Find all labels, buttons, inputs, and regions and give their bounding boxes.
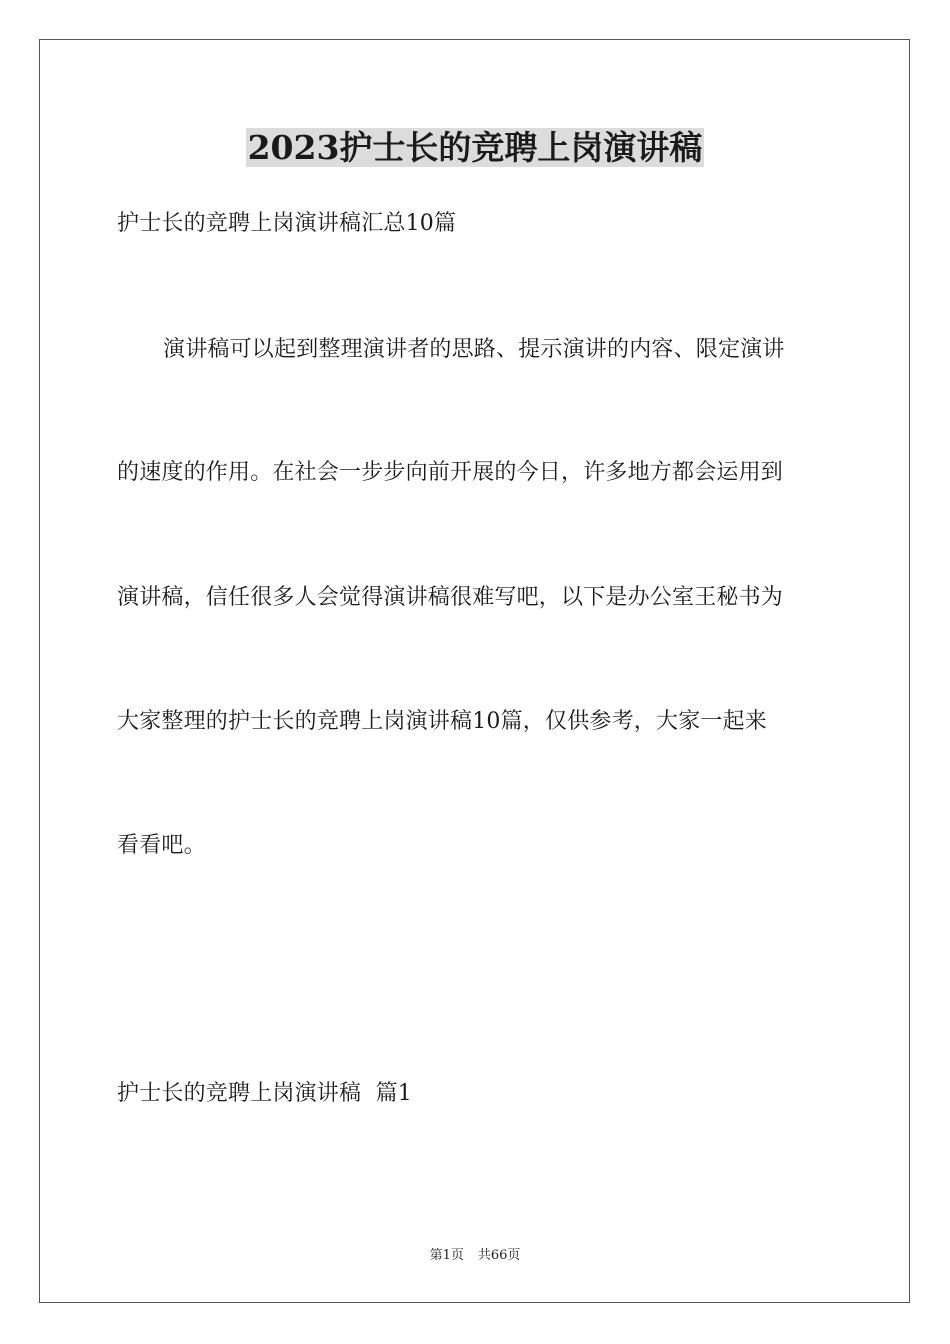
document-title-text: 2023护士长的竞聘上岗演讲稿 (247, 128, 703, 167)
paragraph-line-4: 大家整理的护士长的竞聘上岗演讲稿10篇，仅供参考，大家一起来 (117, 709, 767, 734)
document-subtitle: 护士长的竞聘上岗演讲稿汇总10篇 (117, 211, 457, 236)
document-title (0, 126, 950, 170)
paragraph-line-1: 演讲稿可以起到整理演讲者的思路、提示演讲的内容、限定演讲 (163, 337, 785, 362)
paragraph-line-2: 的速度的作用。在社会一步步向前开展的今日，许多地方都会运用到 (117, 460, 784, 485)
paragraph-line-3: 演讲稿，信任很多人会觉得演讲稿很难写吧，以下是办公室王秘书为 (117, 585, 784, 610)
section-heading: 护士长的竞聘上岗演讲稿 篇1 (117, 1081, 412, 1106)
paragraph-line-5: 看看吧。 (117, 833, 206, 858)
page-number: 第1页 (429, 1248, 464, 1263)
page-footer (0, 1247, 950, 1265)
page-total: 共66页 (477, 1248, 521, 1263)
